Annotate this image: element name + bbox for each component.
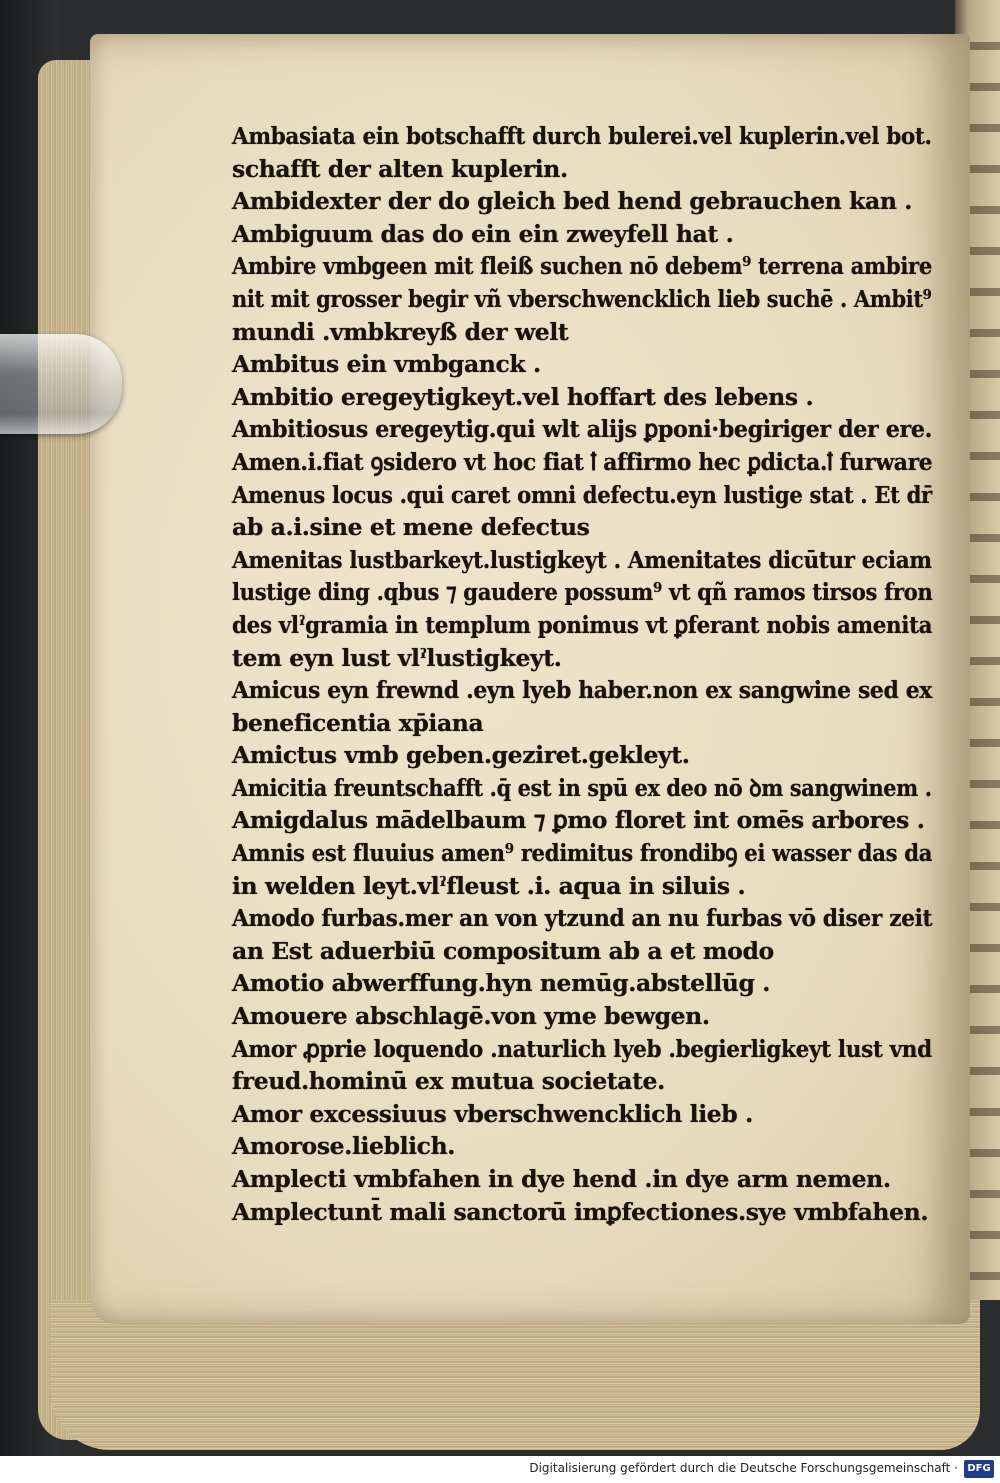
footer-credit: Digitalisierung gefördert durch die Deutsche Forschungsgemeinschaft · [529, 1461, 958, 1475]
text-line: Amor ꝓprie loquendo .naturlich lyeb .begierligkeyt lust vnd [232, 1034, 932, 1063]
text-line: Amen.i.fiat ꝯsidero vt hoc fiat ꝉ affirmo hec ꝑdicta.ꝉ furware [232, 447, 933, 476]
text-line: freud.hominū ex mutua societate. [232, 1067, 665, 1096]
dfg-logo: DFG [964, 1460, 994, 1478]
text-line: Amplectunt̄ mali sanctorū imꝑfectiones.sye vmbfahen. [232, 1197, 929, 1226]
text-line: Ambitiosus eregeytig.qui wlt alijs ꝑponi·begiriger der ere. [232, 415, 933, 444]
text-line: Amenitas lustbarkeyt.lustigkeyt . Amenitates dicūtur eciam [232, 545, 932, 574]
text-line: Amicitia freuntschafft .q̄ est in spū ex deo nō ꝺm sangwinem . [232, 773, 932, 802]
text-line: Amorose.lieblich. [232, 1132, 456, 1161]
text-line: Ambitus ein vmbganck . [232, 350, 541, 379]
dictionary-text [232, 120, 932, 1228]
text-line: Amplecti vmbfahen in dye hend .in dye arm nemen. [232, 1165, 891, 1193]
footer-bar [0, 1456, 1000, 1483]
text-line: in welden leyt.vlˀfleust .i. aqua in siluis . [232, 871, 746, 900]
text-line: Amouere abschlagē.von yme bewgen. [232, 1002, 710, 1031]
text-line: Amigdalus mādelbaum ⁊ ꝑmo floret int omēs arbores . [232, 806, 925, 835]
text-line: Amodo furbas.mer an von ytzund an nu furbas vō diser zeit [232, 904, 933, 933]
text-line: nit mit grosser begir vñ vberschwencklich lieb suchē . Ambit⁹ [232, 284, 932, 313]
text-line: lustige ding .qbus ⁊ gaudere possum⁹ vt qñ ramos tirsos fron [232, 578, 933, 607]
text-line: Ambasiata ein botschafft durch bulerei.vel kuplerin.vel bot. [232, 122, 932, 150]
text-line: des vlˀgramia in templum ponimus vt ꝑferant nobis amenita [232, 610, 933, 639]
text-line: Ambiguum das do ein ein zweyfell hat . [232, 219, 734, 248]
text-line: beneficentia xp̄iana [232, 708, 484, 737]
glass-weight [0, 334, 122, 434]
text-line: Amor excessiuus vberschwencklich lieb . [232, 1099, 753, 1128]
text-line: an Est aduerbiū compositum ab a et modo [232, 936, 774, 965]
text-line: Amnis est fluuius amen⁹ redimitus frondibꝯ ei wasser das da [232, 839, 933, 868]
text-line: ab a.i.sine et mene defectus [232, 513, 590, 542]
text-line: Amictus vmb geben.geziret.gekleyt. [232, 741, 690, 770]
text-line: Ambitio eregeytigkeyt.vel hoffart des lebens . [232, 382, 814, 411]
text-line: Ambidexter der do gleich bed hend gebrauchen kan . [232, 187, 913, 216]
text-line: Amicus eyn frewnd .eyn lyeb haber.non ex sangwine sed ex [232, 676, 932, 705]
text-line: schafft der alten kuplerin. [232, 154, 568, 183]
text-line: tem eyn lust vlˀlustigkeyt. [232, 643, 562, 672]
text-line: Amenus locus .qui caret omni defectu.eyn lustige stat . Et dr̄ [232, 480, 932, 509]
text-line: mundi .vmbkreyß der welt [232, 317, 569, 346]
text-line: Amotio abwerffung.hyn nemūg.abstellūg . [232, 969, 771, 998]
text-line: Ambire vmbgeen mit fleiß suchen nō debem⁹ terrena ambire [232, 252, 932, 281]
